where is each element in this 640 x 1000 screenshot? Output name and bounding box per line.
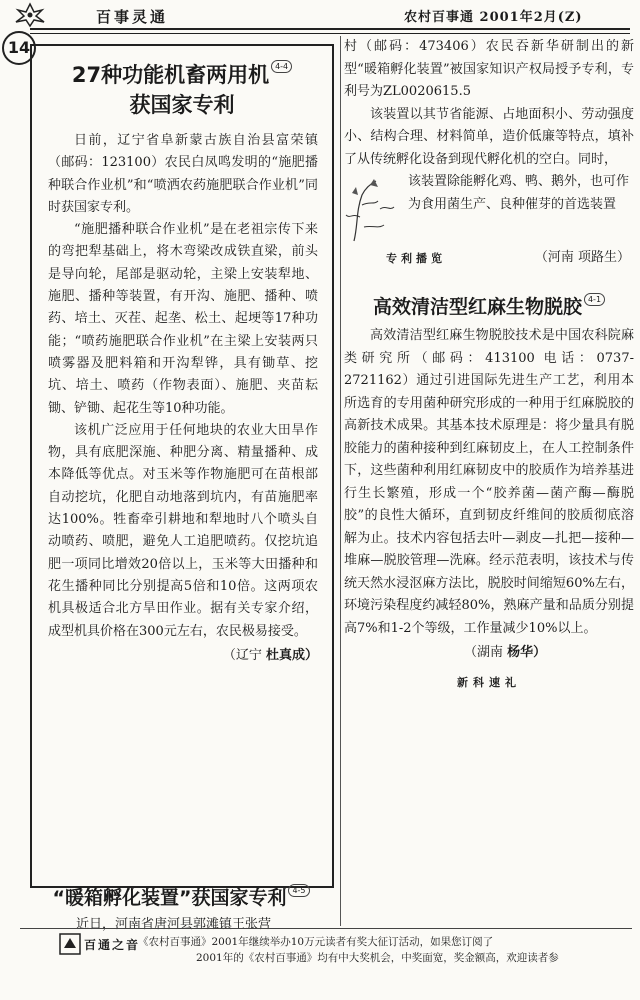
article3-title-text: 高效清洁型红麻生物脱胶 (372, 296, 582, 318)
article1-byline-author: 杜真成） (265, 647, 318, 663)
footer-notice-line2: 2001年的《农村百事通》均有中大奖机会，中奖面宽，奖金额高，欢迎读者参 (196, 952, 559, 964)
column-label-patent: 专利播览 (386, 252, 446, 265)
right-column (344, 36, 634, 926)
footer-rule (20, 928, 632, 929)
article2-continued: 村（邮码：473406）农民吞新华研制出的新型“暖箱孵化装置”被国家知识产权局授予专利，专利号为ZL0020615.5 (344, 39, 634, 99)
article2-start-text: 近日，河南省唐河县郭滩镇王张营 (76, 917, 272, 932)
article1-title-number: 27 (71, 63, 102, 87)
page-number: 14 (2, 31, 36, 65)
article3-byline-place: （湖南 (464, 645, 504, 660)
article-box-1 (30, 44, 334, 888)
brand-logo-icon (58, 932, 82, 956)
article3-byline-author: 杨华） (507, 645, 547, 660)
article3-paragraph: 高效清洁型红麻生物脱胶技术是中国农科院麻类研究所（邮码：413100 电话：0737-2721162）通过引进国际先进生产工艺，利用本所选育的专用菌种研究形成的一种用于红麻脱胶的高新技术成果。其基本技术原理是：将少量具有脱胶能力的菌种接种到红麻韧皮上，在人工控制条件下，这些菌种利用红麻韧皮中的胶质作为培养基进行生长繁殖，形成一个“胶养菌—菌产酶—酶脱胶”的良性大循环，直到韧皮纤维间的胶质彻底溶解为止。技术内容包括去叶—剥皮—扎把—接种—堆麻—脱胶管理—洗麻。经示范表明，该技术与传统天然水浸沤麻方法比，脱胶时间缩短60%左右，环境污染程度约减轻80%，熟麻产量和品质分别提高7%和1-2个等级，工作量减少10%以上。 (344, 328, 634, 636)
publication-title: 农村百事通 2001年2月(Z) (404, 10, 583, 25)
column-divider (340, 36, 341, 926)
article1-paragraph-3: 该机广泛应用于任何地块的农业大田旱作物，具有底肥深施、种肥分离、精量播种、成本降低等优点。对玉米等作物施肥可在苗根部自动挖坑，化肥自动地落到坑内，有苗施肥率达100%。牲畜牵引耕地和犁地时八个喷头自动喷药、喷肥，避免人工追肥喷药。仅挖坑追肥一项同比增效20倍以上，玉米等大田播种和花生播种同比分别提高5倍和10倍。这两项农机具极适合北方旱田作业。据有关专家介绍，成型机具价格在300元左右，农民极易接受。 (48, 422, 318, 639)
article3-byline (344, 642, 634, 664)
article1-byline (48, 645, 318, 667)
section-title: 百事灵通 (96, 8, 169, 26)
ornament-icon (10, 2, 50, 28)
article1-title (32, 60, 332, 120)
plant-sketch-icon (344, 175, 404, 245)
article1-paragraph-1: 日前，辽宁省阜新蒙古族自治县富荣镇（邮码：123100）农民白凤鸣发明的“施肥播种联合作业机”和“喷洒农药施肥联合作业机”同时获国家专利。 (48, 133, 318, 215)
article1-tag: 4-4 (271, 60, 292, 73)
footer-notice-line1: 《农村百事通》2001年继续举办10万元读者有奖大征订活动，如果您订阅了 (138, 936, 494, 948)
article2-inset (344, 171, 634, 283)
article1-byline-place: （辽宁 (222, 647, 262, 663)
article3-title (344, 293, 634, 321)
article2-inset-text: 该装置除能孵化鸡、鸭、鹅外，也可作为食用菌生产、良种催芽的首选装置 (408, 174, 630, 212)
article1-title-line1: 种功能机畜两用机 (101, 63, 270, 87)
article2-tag: 4-5 (288, 884, 309, 897)
article2-paragraph-2: 该装置以其节省能源、占地面积小、劳动强度小、结构合理、材料简单，造价低廉等特点，填补了从传统孵化设备到现代孵化机的空白。同时， (344, 106, 634, 167)
footer-brand: 百通之音 (84, 938, 141, 952)
column-label-science: 新科速礼 (457, 676, 521, 689)
article2-title (30, 884, 332, 912)
header-rule (30, 28, 630, 34)
article1-title-line2: 获国家专利 (129, 93, 235, 117)
article2-byline: （河南 项路生） (534, 250, 630, 265)
article1-paragraph-2: “施肥播种联合作业机”是在老祖宗传下来的弯把犁基础上，将木弯梁改成铁直梁，前头是导向轮，尾部是驱动轮，主梁上安装犁地、施肥、播种等装置，有开沟、施肥、播种、喷药、培土、灭茬、起垄、松土、起埂等17种功能；“喷药施肥联合作业机”在主梁上安装两只喷雾器及肥料箱和开沟犁铧，具有锄草、挖坑、培土、喷药（作物表面）、施肥、夹苗耘锄、铲锄、起花生等10种功能。 (48, 222, 318, 416)
article2-title-text: “暖箱孵化装置”获国家专利 (52, 887, 287, 909)
article3-tag: 4-1 (584, 293, 605, 306)
page-header (0, 0, 640, 32)
